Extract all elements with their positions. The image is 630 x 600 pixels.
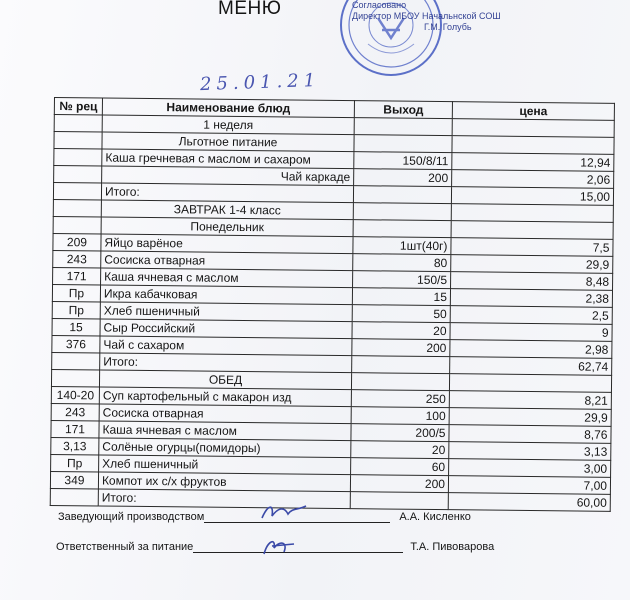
column-header-price: цена <box>452 102 614 121</box>
portion-cell <box>351 373 449 391</box>
dish-name-cell: Хлеб пшеничный <box>99 455 351 475</box>
dish-name-cell: Хлеб пшеничный <box>100 302 352 322</box>
portion-cell: 200/5 <box>351 424 449 442</box>
price-cell <box>451 204 613 223</box>
dish-name-cell: Сосиска отварная <box>101 251 353 271</box>
portion-cell: 20 <box>351 441 449 459</box>
handwritten-signature-1 <box>258 500 310 524</box>
portion-cell <box>353 203 451 221</box>
price-cell <box>451 221 613 240</box>
signature-role: Заведующий производством <box>58 511 205 523</box>
price-cell: 7,5 <box>451 238 613 257</box>
price-cell: 2,06 <box>452 170 614 189</box>
price-cell: 2,98 <box>450 340 612 359</box>
total-price-cell: 15,00 <box>451 187 613 206</box>
portion-cell: 50 <box>352 305 450 323</box>
dish-name-cell: Яйцо варёное <box>101 234 353 254</box>
price-cell: 3,13 <box>449 442 611 461</box>
recipe-number-cell: 243 <box>53 250 101 268</box>
section-title-cell: Понедельник <box>101 217 353 237</box>
price-cell <box>449 374 611 393</box>
recipe-number-cell <box>54 132 102 150</box>
column-header-dish-name: Наименование блюд <box>102 98 354 118</box>
recipe-number-cell: Пр <box>51 454 99 472</box>
portion-cell: 15 <box>352 288 450 306</box>
portion-cell: 150/8/11 <box>354 152 452 170</box>
price-cell: 9 <box>450 323 612 342</box>
total-label-cell: Итого: <box>98 489 350 509</box>
price-cell: 2,38 <box>450 289 612 308</box>
section-title-cell: ЗАВТРАК 1-4 класс <box>101 200 353 220</box>
portion-cell <box>354 118 452 136</box>
recipe-number-cell: 209 <box>53 233 101 251</box>
recipe-number-cell: Пр <box>52 284 100 302</box>
recipe-number-cell: 3,13 <box>51 437 99 455</box>
portion-cell <box>353 186 451 204</box>
menu-table-body <box>50 115 614 512</box>
recipe-number-cell <box>52 352 100 370</box>
portion-cell: 200 <box>350 475 448 493</box>
handwritten-signature-2 <box>258 534 302 558</box>
signature-name: А.А. Кисленко <box>399 511 471 523</box>
recipe-number-cell: 171 <box>53 267 101 285</box>
recipe-number-cell <box>53 183 101 201</box>
column-header-recipe-number: № рец <box>54 98 102 116</box>
portion-cell: 250 <box>351 390 449 408</box>
price-cell: 2,5 <box>450 306 612 325</box>
dish-name-cell: Каша ячневая с маслом <box>101 268 353 288</box>
dish-name-cell: Чай каркаде <box>102 166 354 186</box>
dish-name-cell: Сыр Российский <box>100 319 352 339</box>
portion-cell: 150/5 <box>353 271 451 289</box>
dish-name-cell: Икра кабачковая <box>100 285 352 305</box>
price-cell: 7,00 <box>448 476 610 495</box>
recipe-number-cell: 140-20 <box>51 386 99 404</box>
approval-line: Директор МБОУ Начальнской СОШ <box>352 11 501 21</box>
recipe-number-cell <box>53 199 101 217</box>
approval-line: Согласовано <box>352 0 407 10</box>
recipe-number-cell <box>53 216 101 234</box>
price-cell: 29,9 <box>449 408 611 427</box>
recipe-number-cell: 15 <box>52 318 100 336</box>
recipe-number-cell: Пр <box>52 301 100 319</box>
recipe-number-cell <box>54 115 102 133</box>
total-label-cell: Итого: <box>100 353 352 373</box>
price-cell: 3,00 <box>449 459 611 478</box>
recipe-number-cell <box>50 488 98 506</box>
portion-cell: 200 <box>354 169 452 187</box>
section-title-cell: Льготное питание <box>102 132 354 152</box>
portion-cell: 100 <box>351 407 449 425</box>
price-cell: 8,21 <box>449 391 611 410</box>
recipe-number-cell: 349 <box>50 471 98 489</box>
column-header-portion: Выход <box>354 101 452 119</box>
dish-name-cell: Сосиска отварная <box>99 404 351 424</box>
recipe-number-cell: 376 <box>52 335 100 353</box>
approval-line: Г.М. Голубь <box>424 22 472 32</box>
approval-note <box>352 0 501 33</box>
portion-cell <box>354 135 452 153</box>
recipe-number-cell: 171 <box>51 420 99 438</box>
dish-name-cell: Чай с сахаром <box>100 336 352 356</box>
price-cell: 8,48 <box>451 272 613 291</box>
portion-cell: 60 <box>351 458 449 476</box>
total-price-cell: 60,00 <box>448 493 610 512</box>
dish-name-cell: Суп картофельный с макарон изд <box>99 387 351 407</box>
dish-name-cell: Каша ячневая с маслом <box>99 421 351 441</box>
price-cell <box>452 136 614 155</box>
menu-table <box>50 97 615 512</box>
dish-name-cell: Компот их с/х фруктов <box>98 472 350 492</box>
portion-cell <box>353 220 451 238</box>
recipe-number-cell <box>54 166 102 184</box>
total-label-cell: Итого: <box>101 183 353 203</box>
signature-name: Т.А. Пивоварова <box>410 541 495 553</box>
section-title-cell: ОБЕД <box>99 370 351 390</box>
signature-role: Ответственный за питание <box>56 541 194 553</box>
price-cell: 12,94 <box>452 153 614 172</box>
recipe-number-cell <box>51 369 99 387</box>
price-cell <box>452 119 614 138</box>
portion-cell: 80 <box>353 254 451 272</box>
handwritten-date: 25.01.21 <box>199 69 321 96</box>
dish-name-cell: Солёные огурцы(помидоры) <box>99 438 351 458</box>
portion-cell <box>350 492 448 510</box>
total-price-cell: 62,74 <box>450 357 612 376</box>
dish-name-cell: Каша гречневая с маслом и сахаром <box>102 149 354 169</box>
price-cell: 8,76 <box>449 425 611 444</box>
recipe-number-cell: 243 <box>51 403 99 421</box>
menu-title: МЕНЮ <box>218 0 282 19</box>
portion-cell: 200 <box>352 339 450 357</box>
recipe-number-cell <box>54 149 102 167</box>
section-title-cell: 1 неделя <box>102 115 354 135</box>
portion-cell <box>352 356 450 374</box>
portion-cell: 1шт(40г) <box>353 237 451 255</box>
portion-cell: 20 <box>352 322 450 340</box>
price-cell: 29,9 <box>451 255 613 274</box>
